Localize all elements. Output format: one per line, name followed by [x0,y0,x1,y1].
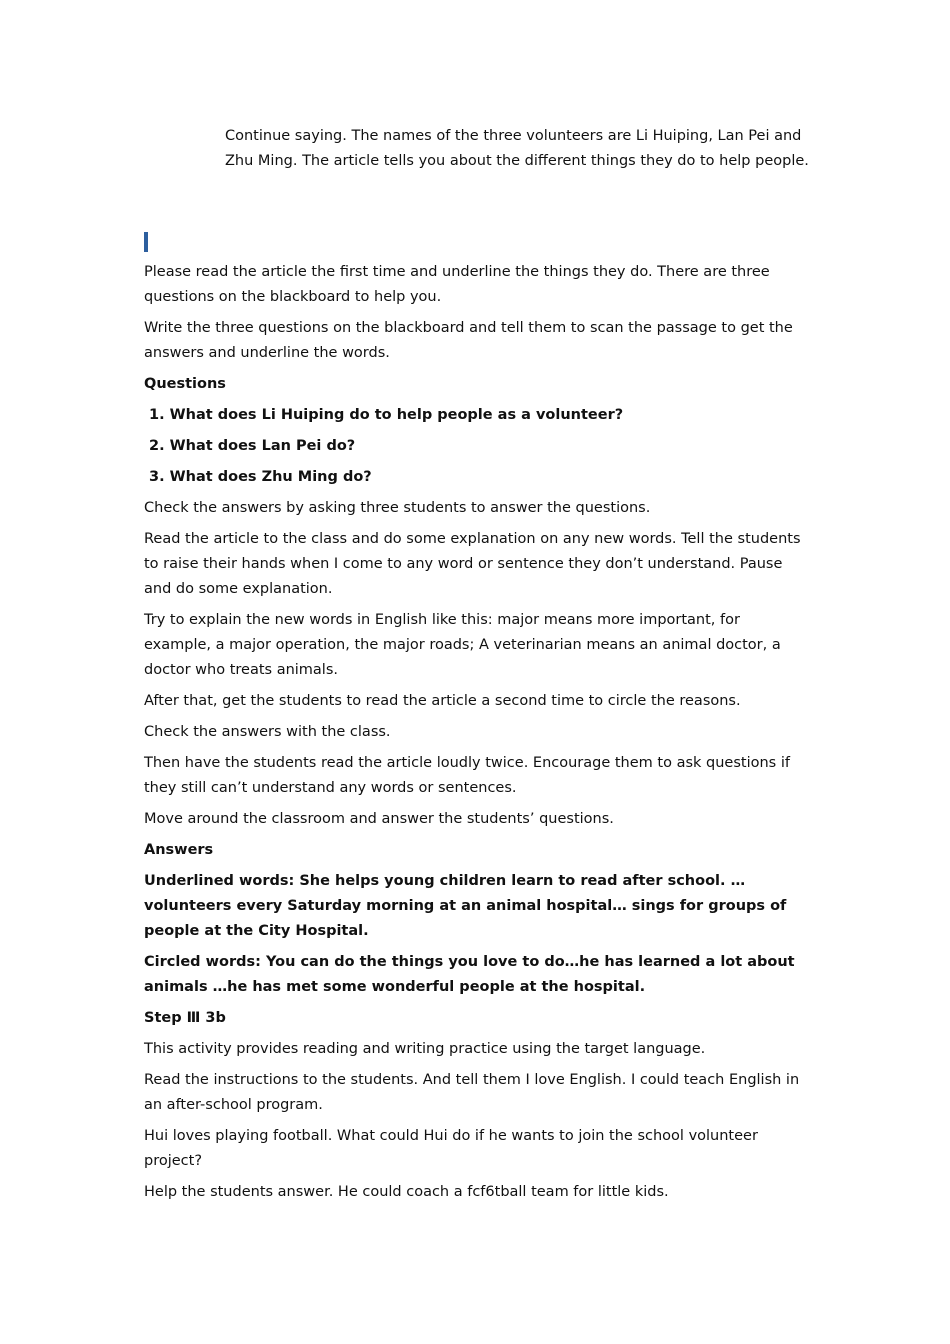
answer-item: Circled words: You can do the things you love to do…he has learned a lot about animals …he has met some wonderful people at the hospital. [144,954,795,995]
paragraph: Read the instructions to the students. And tell them I love English. I could teach English in an after-school program. [144,1072,800,1113]
paragraph: Then have the students read the article loudly twice. Encourage them to ask questions if they still can’t understand any words or sentences. [144,755,790,796]
questions-heading: Questions [144,376,226,392]
lesson-body [144,260,809,1211]
paragraph: Hui loves playing football. What could Hui do if he wants to join the school volunteer project? [144,1128,758,1169]
paragraph: Check the answers by asking three students to answer the questions. [144,500,651,516]
paragraph: Try to explain the new words in English like this: major means more important, for example, a major operation, the major roads; A veterinarian means an animal doctor, a doctor who treats animals. [144,612,781,678]
question-item: 1. What does Li Huiping do to help people as a volunteer? [149,407,624,423]
intro-paragraph: Continue saying. The names of the three volunteers are Li Huiping, Lan Pei and Zhu Ming. The article tells you about the different things they do to help people. [225,128,809,169]
paragraph: This activity provides reading and writing practice using the target language. [144,1041,706,1057]
paragraph: Read the article to the class and do some explanation on any new words. Tell the students to raise their hands when I come to any word or sentence they don’t understand. Pause and do some explanation. [144,531,801,597]
paragraph: Check the answers with the class. [144,724,391,740]
answers-heading: Answers [144,842,214,858]
answer-item: Underlined words: She helps young children learn to read after school. …volunteers every Saturday morning at an animal hospital… sings for groups of people at the City Hospital. [144,873,787,939]
paragraph: Write the three questions on the blackboard and tell them to scan the passage to get the answers and underline the words. [144,320,793,361]
paragraph: Help the students answer. He could coach a fcf6tball team for little kids. [144,1184,669,1200]
question-item: 2. What does Lan Pei do? [149,438,356,454]
section-marker [144,232,148,252]
question-item: 3. What does Zhu Ming do? [149,469,372,485]
paragraph: After that, get the students to read the article a second time to circle the reasons. [144,693,741,709]
step-heading: Step Ⅲ 3b [144,1010,226,1026]
paragraph: Move around the classroom and answer the students’ questions. [144,811,614,827]
paragraph: Please read the article the first time and underline the things they do. There are three questions on the blackboard to help you. [144,264,770,305]
